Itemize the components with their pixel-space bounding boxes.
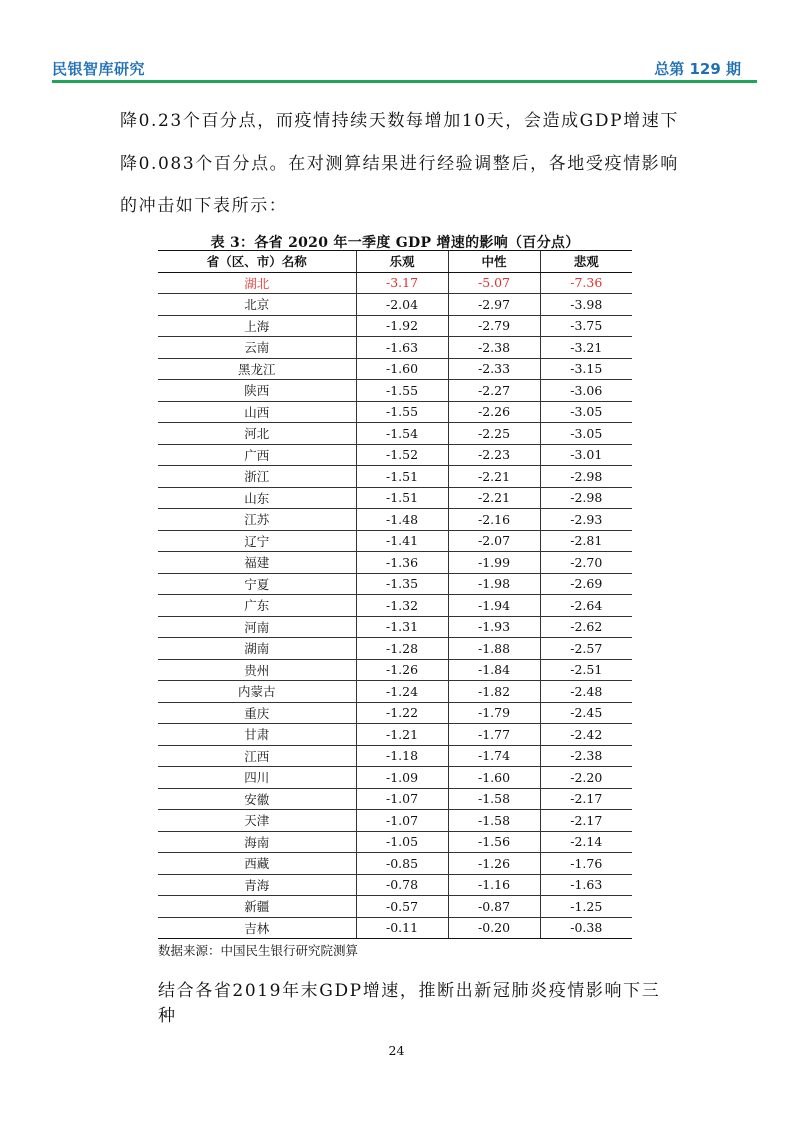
cell-optimistic: -2.04 [356,294,448,316]
table-row [158,358,632,380]
cell-optimistic: -1.24 [356,681,448,703]
header-divider [52,80,757,83]
cell-neutral: -1.58 [448,810,540,832]
cell-optimistic: -1.35 [356,573,448,595]
cell-province: 上海 [158,315,356,337]
cell-neutral: -2.07 [448,530,540,552]
cell-neutral: -1.88 [448,638,540,660]
cell-province: 广东 [158,595,356,617]
cell-pessimistic: -7.36 [540,272,632,294]
cell-neutral: -2.79 [448,315,540,337]
cell-neutral: -2.26 [448,401,540,423]
cell-neutral: -2.23 [448,444,540,466]
cell-neutral: -2.21 [448,466,540,488]
table-row [158,874,632,896]
cell-province: 河南 [158,616,356,638]
table-row [158,681,632,703]
column-header-neutral: 中性 [448,251,540,273]
cell-province: 山西 [158,401,356,423]
cell-optimistic: -1.07 [356,788,448,810]
table-row [158,380,632,402]
cell-optimistic: -1.32 [356,595,448,617]
table-row [158,638,632,660]
cell-neutral: -2.33 [448,358,540,380]
cell-pessimistic: -2.81 [540,530,632,552]
cell-neutral: -1.93 [448,616,540,638]
cell-pessimistic: -3.05 [540,401,632,423]
cell-neutral: -1.84 [448,659,540,681]
table-row [158,810,632,832]
page-header [52,58,741,80]
cell-neutral: -1.77 [448,724,540,746]
table-row [158,337,632,359]
cell-neutral: -5.07 [448,272,540,294]
header-issue-number: 总第 129 期 [654,60,741,78]
cell-province: 广西 [158,444,356,466]
column-header-optimistic: 乐观 [356,251,448,273]
body-paragraph-line-1: 降0.23个百分点，而疫情持续天数每增加10天，会造成GDP增速下 [120,111,679,131]
cell-optimistic: -1.55 [356,380,448,402]
cell-pessimistic: -2.38 [540,745,632,767]
table-row [158,659,632,681]
cell-optimistic: -1.18 [356,745,448,767]
table-body [158,272,632,939]
table-header-row [158,251,632,273]
cell-neutral: -2.21 [448,487,540,509]
cell-optimistic: -1.48 [356,509,448,531]
cell-neutral: -1.58 [448,788,540,810]
cell-optimistic: -1.07 [356,810,448,832]
cell-neutral: -1.16 [448,874,540,896]
cell-neutral: -1.79 [448,702,540,724]
cell-province: 宁夏 [158,573,356,595]
cell-pessimistic: -2.51 [540,659,632,681]
cell-pessimistic: -2.98 [540,487,632,509]
cell-neutral: -1.26 [448,853,540,875]
cell-province: 贵州 [158,659,356,681]
cell-pessimistic: -2.14 [540,831,632,853]
cell-province: 湖北 [158,272,356,294]
table-row [158,294,632,316]
cell-optimistic: -3.17 [356,272,448,294]
cell-pessimistic: -1.76 [540,853,632,875]
cell-optimistic: -1.41 [356,530,448,552]
table-row [158,724,632,746]
cell-neutral: -2.16 [448,509,540,531]
cell-province: 西藏 [158,853,356,875]
table-row [158,702,632,724]
table-row [158,595,632,617]
cell-neutral: -1.74 [448,745,540,767]
table-row [158,423,632,445]
cell-pessimistic: -2.98 [540,466,632,488]
cell-province: 福建 [158,552,356,574]
cell-province: 江苏 [158,509,356,531]
table-row [158,444,632,466]
cell-neutral: -2.97 [448,294,540,316]
cell-optimistic: -1.22 [356,702,448,724]
table-row [158,767,632,789]
cell-province: 云南 [158,337,356,359]
cell-province: 甘肃 [158,724,356,746]
body-paragraph-line-2: 降0.083个百分点。在对测算结果进行经验调整后，各地受疫情影响 [120,154,679,174]
cell-province: 四川 [158,767,356,789]
cell-province: 辽宁 [158,530,356,552]
cell-optimistic: -1.92 [356,315,448,337]
cell-neutral: -0.87 [448,896,540,918]
cell-optimistic: -0.11 [356,917,448,939]
cell-pessimistic: -2.45 [540,702,632,724]
cell-pessimistic: -3.75 [540,315,632,337]
table-row [158,509,632,531]
cell-neutral: -1.82 [448,681,540,703]
body-paragraph-continuation: 结合各省2019年末GDP增速，推断出新冠肺炎疫情影响下三种 [158,981,661,1026]
cell-province: 青海 [158,874,356,896]
table-row [158,745,632,767]
cell-pessimistic: -2.17 [540,788,632,810]
cell-pessimistic: -2.64 [540,595,632,617]
cell-pessimistic: -3.98 [540,294,632,316]
cell-optimistic: -1.55 [356,401,448,423]
cell-optimistic: -1.60 [356,358,448,380]
cell-pessimistic: -2.17 [540,810,632,832]
cell-neutral: -2.25 [448,423,540,445]
cell-optimistic: -1.54 [356,423,448,445]
cell-pessimistic: -2.62 [540,616,632,638]
table-row [158,466,632,488]
cell-pessimistic: -2.70 [540,552,632,574]
cell-optimistic: -1.51 [356,466,448,488]
column-header-pessimistic: 悲观 [540,251,632,273]
cell-optimistic: -1.51 [356,487,448,509]
table-row [158,853,632,875]
cell-optimistic: -1.52 [356,444,448,466]
cell-province: 湖南 [158,638,356,660]
cell-province: 安徽 [158,788,356,810]
cell-pessimistic: -3.05 [540,423,632,445]
table-row [158,315,632,337]
cell-optimistic: -1.26 [356,659,448,681]
table-row [158,831,632,853]
cell-province: 海南 [158,831,356,853]
cell-optimistic: -1.28 [356,638,448,660]
cell-province: 黑龙江 [158,358,356,380]
cell-province: 天津 [158,810,356,832]
cell-optimistic: -1.05 [356,831,448,853]
cell-province: 北京 [158,294,356,316]
cell-optimistic: -1.09 [356,767,448,789]
cell-optimistic: -1.31 [356,616,448,638]
cell-neutral: -1.60 [448,767,540,789]
cell-neutral: -1.98 [448,573,540,595]
cell-optimistic: -1.63 [356,337,448,359]
table-caption: 表 3：各省 2020 年一季度 GDP 增速的影响（百分点） [210,235,580,251]
cell-pessimistic: -3.21 [540,337,632,359]
cell-pessimistic: -3.01 [540,444,632,466]
header-brand: 民银智库研究 [52,60,146,78]
cell-pessimistic: -2.69 [540,573,632,595]
cell-neutral: -2.27 [448,380,540,402]
table-row [158,896,632,918]
cell-province: 重庆 [158,702,356,724]
cell-pessimistic: -2.20 [540,767,632,789]
data-source-note: 数据来源：中国民生银行研究院测算 [158,943,359,958]
cell-pessimistic: -2.93 [540,509,632,531]
cell-pessimistic: -3.15 [540,358,632,380]
table-row [158,487,632,509]
cell-neutral: -1.56 [448,831,540,853]
cell-province: 吉林 [158,917,356,939]
cell-pessimistic: -0.38 [540,917,632,939]
cell-pessimistic: -2.48 [540,681,632,703]
cell-optimistic: -1.36 [356,552,448,574]
cell-province: 陕西 [158,380,356,402]
cell-optimistic: -0.85 [356,853,448,875]
table-row [158,530,632,552]
cell-pessimistic: -1.63 [540,874,632,896]
table-row [158,401,632,423]
table-row [158,616,632,638]
cell-pessimistic: -2.42 [540,724,632,746]
gdp-impact-table [158,250,632,939]
page-number: 24 [388,1043,405,1058]
column-header-province: 省（区、市）名称 [158,251,356,273]
cell-province: 新疆 [158,896,356,918]
cell-neutral: -1.99 [448,552,540,574]
cell-neutral: -2.38 [448,337,540,359]
table-row [158,552,632,574]
cell-optimistic: -0.57 [356,896,448,918]
table-row [158,272,632,294]
table-row [158,917,632,939]
cell-pessimistic: -2.57 [540,638,632,660]
cell-pessimistic: -3.06 [540,380,632,402]
cell-province: 江西 [158,745,356,767]
body-paragraph-line-3: 的冲击如下表所示： [120,196,288,216]
cell-province: 浙江 [158,466,356,488]
cell-province: 河北 [158,423,356,445]
cell-pessimistic: -1.25 [540,896,632,918]
cell-province: 内蒙古 [158,681,356,703]
table-row [158,573,632,595]
cell-optimistic: -0.78 [356,874,448,896]
cell-neutral: -0.20 [448,917,540,939]
table-row [158,788,632,810]
cell-optimistic: -1.21 [356,724,448,746]
cell-province: 山东 [158,487,356,509]
cell-neutral: -1.94 [448,595,540,617]
